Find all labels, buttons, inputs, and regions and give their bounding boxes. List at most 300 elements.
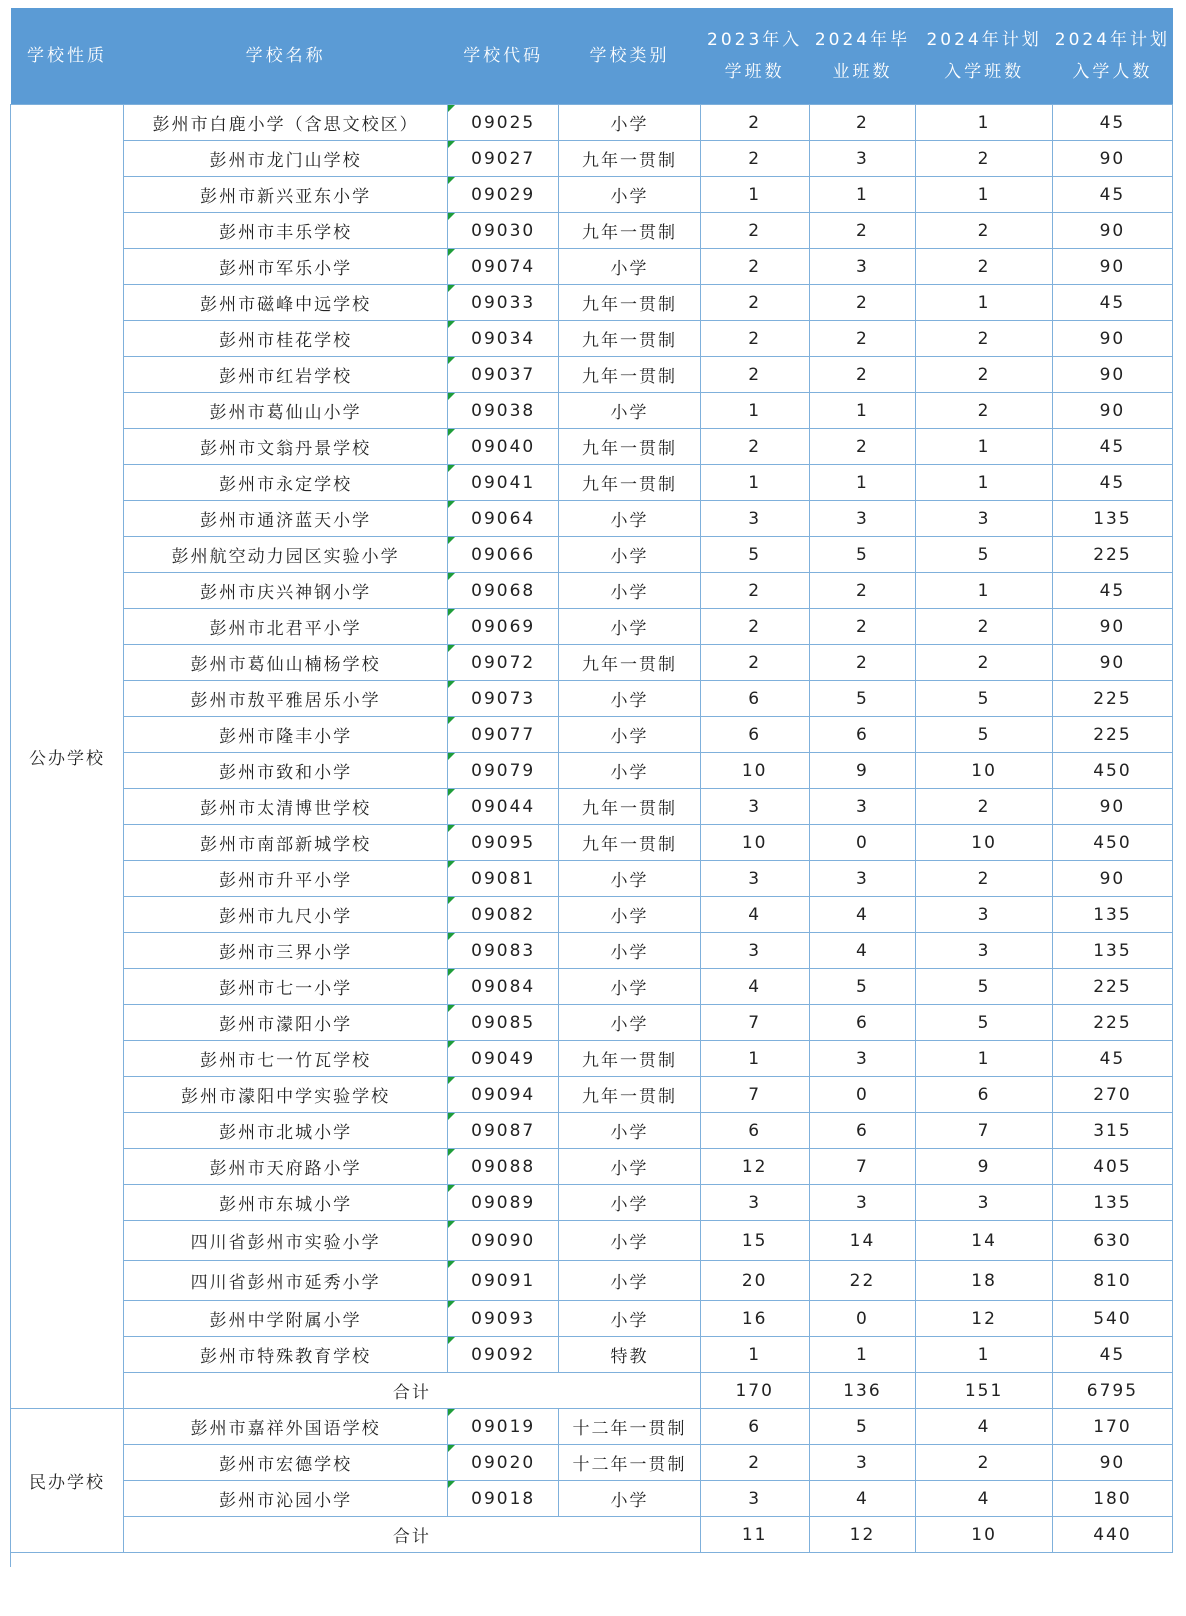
planned-classes-cell[interactable]: 2	[916, 645, 1053, 681]
school-name-cell[interactable]: 彭州市北君平小学	[123, 609, 447, 645]
school-name-cell[interactable]: 彭州市濛阳中学实验学校	[123, 1077, 447, 1113]
graduating-2024-cell[interactable]: 7	[809, 1149, 916, 1185]
school-name-cell[interactable]: 彭州市南部新城学校	[123, 825, 447, 861]
school-name-cell[interactable]: 彭州市葛仙山楠杨学校	[123, 645, 447, 681]
planned-classes-cell[interactable]: 4	[916, 1409, 1053, 1445]
classes-2023-cell[interactable]: 2	[700, 645, 809, 681]
school-name-cell[interactable]: 彭州市磁峰中远学校	[123, 285, 447, 321]
school-code-cell[interactable]: 09069	[448, 609, 559, 645]
graduating-2024-cell[interactable]: 5	[809, 1409, 916, 1445]
school-category-cell[interactable]: 小学	[559, 177, 701, 213]
total-planned-students-cell[interactable]: 440	[1052, 1517, 1172, 1553]
school-name-cell[interactable]: 彭州市升平小学	[123, 861, 447, 897]
total-graduating-2024-cell[interactable]: 136	[809, 1373, 916, 1409]
planned-classes-cell[interactable]: 10	[916, 753, 1053, 789]
school-code-cell[interactable]: 09029	[448, 177, 559, 213]
school-category-cell[interactable]: 小学	[559, 897, 701, 933]
classes-2023-cell[interactable]: 3	[700, 501, 809, 537]
school-name-cell[interactable]: 彭州市丰乐学校	[123, 213, 447, 249]
classes-2023-cell[interactable]: 6	[700, 717, 809, 753]
planned-classes-cell[interactable]: 9	[916, 1149, 1053, 1185]
classes-2023-cell[interactable]: 3	[700, 933, 809, 969]
graduating-2024-cell[interactable]: 4	[809, 1481, 916, 1517]
total-classes-2023-cell[interactable]: 11	[700, 1517, 809, 1553]
planned-students-cell[interactable]: 630	[1052, 1221, 1172, 1261]
planned-classes-cell[interactable]: 1	[916, 105, 1053, 141]
classes-2023-cell[interactable]: 1	[700, 1337, 809, 1373]
school-category-cell[interactable]: 特教	[559, 1337, 701, 1373]
school-name-cell[interactable]: 彭州市沁园小学	[123, 1481, 447, 1517]
classes-2023-cell[interactable]: 12	[700, 1149, 809, 1185]
classes-2023-cell[interactable]: 2	[700, 429, 809, 465]
school-category-cell[interactable]: 九年一贯制	[559, 213, 701, 249]
school-name-cell[interactable]: 彭州市濛阳小学	[123, 1005, 447, 1041]
planned-classes-cell[interactable]: 1	[916, 429, 1053, 465]
school-name-cell[interactable]: 彭州市新兴亚东小学	[123, 177, 447, 213]
school-code-cell[interactable]: 09072	[448, 645, 559, 681]
planned-classes-cell[interactable]: 2	[916, 861, 1053, 897]
public-school-nature-cell[interactable]: 公办学校	[11, 105, 124, 1409]
school-code-cell[interactable]: 09025	[448, 105, 559, 141]
planned-students-cell[interactable]: 45	[1052, 573, 1172, 609]
planned-students-cell[interactable]: 90	[1052, 141, 1172, 177]
table-row	[11, 969, 1173, 1005]
planned-classes-cell[interactable]: 2	[916, 1445, 1053, 1481]
school-code-cell[interactable]: 09089	[448, 1185, 559, 1221]
school-category-cell[interactable]: 小学	[559, 969, 701, 1005]
school-code-cell[interactable]: 09033	[448, 285, 559, 321]
school-category-cell[interactable]: 小学	[559, 1185, 701, 1221]
planned-classes-cell[interactable]: 7	[916, 1113, 1053, 1149]
graduating-2024-cell[interactable]: 5	[809, 969, 916, 1005]
school-category-cell[interactable]: 小学	[559, 1221, 701, 1261]
graduating-2024-cell[interactable]: 4	[809, 933, 916, 969]
classes-2023-cell[interactable]: 2	[700, 1445, 809, 1481]
school-code-cell[interactable]: 09066	[448, 537, 559, 573]
school-name-cell[interactable]: 彭州市永定学校	[123, 465, 447, 501]
school-code-cell[interactable]: 09018	[448, 1481, 559, 1517]
school-category-cell[interactable]: 小学	[559, 717, 701, 753]
school-name-cell[interactable]: 四川省彭州市实验小学	[123, 1221, 447, 1261]
school-code-cell[interactable]: 09041	[448, 465, 559, 501]
table-row	[11, 789, 1173, 825]
planned-classes-cell[interactable]: 14	[916, 1221, 1053, 1261]
graduating-2024-cell[interactable]: 0	[809, 1077, 916, 1113]
school-code-cell[interactable]: 09084	[448, 969, 559, 1005]
planned-classes-cell[interactable]: 5	[916, 717, 1053, 753]
classes-2023-cell[interactable]: 1	[700, 177, 809, 213]
planned-students-cell[interactable]: 90	[1052, 861, 1172, 897]
school-category-cell[interactable]: 小学	[559, 933, 701, 969]
graduating-2024-cell[interactable]: 3	[809, 249, 916, 285]
school-category-cell[interactable]: 小学	[559, 249, 701, 285]
graduating-2024-cell[interactable]: 1	[809, 465, 916, 501]
school-code-cell[interactable]: 09038	[448, 393, 559, 429]
planned-students-cell[interactable]: 90	[1052, 645, 1172, 681]
planned-classes-cell[interactable]: 2	[916, 393, 1053, 429]
table-row	[11, 825, 1173, 861]
planned-students-cell[interactable]: 225	[1052, 681, 1172, 717]
school-code-cell[interactable]: 09020	[448, 1445, 559, 1481]
planned-students-cell[interactable]: 405	[1052, 1149, 1172, 1185]
graduating-2024-cell[interactable]: 3	[809, 141, 916, 177]
school-name-cell[interactable]: 彭州市葛仙山小学	[123, 393, 447, 429]
school-category-cell[interactable]: 小学	[559, 393, 701, 429]
classes-2023-cell[interactable]: 2	[700, 609, 809, 645]
classes-2023-cell[interactable]: 3	[700, 861, 809, 897]
school-code-cell[interactable]: 09087	[448, 1113, 559, 1149]
classes-2023-cell[interactable]: 7	[700, 1005, 809, 1041]
school-name-cell[interactable]: 彭州中学附属小学	[123, 1301, 447, 1337]
school-code-cell[interactable]: 09079	[448, 753, 559, 789]
planned-students-cell[interactable]: 225	[1052, 717, 1172, 753]
school-name-cell[interactable]: 四川省彭州市延秀小学	[123, 1261, 447, 1301]
enrollment-table	[10, 8, 1173, 1553]
school-code-cell[interactable]: 09095	[448, 825, 559, 861]
classes-2023-cell[interactable]: 1	[700, 393, 809, 429]
planned-classes-cell[interactable]: 2	[916, 357, 1053, 393]
header-name: 学校名称	[123, 8, 447, 105]
school-category-cell[interactable]: 九年一贯制	[559, 645, 701, 681]
table-row	[11, 1221, 1173, 1261]
table-row	[11, 1185, 1173, 1221]
planned-classes-cell[interactable]: 3	[916, 897, 1053, 933]
school-name-cell[interactable]: 彭州市九尺小学	[123, 897, 447, 933]
graduating-2024-cell[interactable]: 3	[809, 501, 916, 537]
planned-classes-cell[interactable]: 3	[916, 933, 1053, 969]
classes-2023-cell[interactable]: 4	[700, 969, 809, 1005]
planned-classes-cell[interactable]: 5	[916, 537, 1053, 573]
school-code-cell[interactable]: 09068	[448, 573, 559, 609]
total-classes-2023-cell[interactable]: 170	[700, 1373, 809, 1409]
planned-classes-cell[interactable]: 1	[916, 573, 1053, 609]
planned-students-cell[interactable]: 45	[1052, 465, 1172, 501]
total-label-cell[interactable]: 合计	[123, 1517, 700, 1553]
planned-students-cell[interactable]: 90	[1052, 213, 1172, 249]
planned-classes-cell[interactable]: 2	[916, 249, 1053, 285]
school-name-cell[interactable]: 彭州市龙门山学校	[123, 141, 447, 177]
table-row	[11, 249, 1173, 285]
classes-2023-cell[interactable]: 2	[700, 285, 809, 321]
school-name-cell[interactable]: 彭州市军乐小学	[123, 249, 447, 285]
school-category-cell[interactable]: 小学	[559, 1005, 701, 1041]
graduating-2024-cell[interactable]: 2	[809, 357, 916, 393]
total-graduating-2024-cell[interactable]: 12	[809, 1517, 916, 1553]
header-category: 学校类别	[559, 8, 701, 105]
school-category-cell[interactable]: 小学	[559, 609, 701, 645]
classes-2023-cell[interactable]: 3	[700, 789, 809, 825]
planned-classes-cell[interactable]: 12	[916, 1301, 1053, 1337]
school-name-cell[interactable]: 彭州航空动力园区实验小学	[123, 537, 447, 573]
graduating-2024-cell[interactable]: 2	[809, 213, 916, 249]
school-code-cell[interactable]: 09092	[448, 1337, 559, 1373]
school-category-cell[interactable]: 十二年一贯制	[559, 1445, 701, 1481]
classes-2023-cell[interactable]: 15	[700, 1221, 809, 1261]
planned-students-cell[interactable]: 45	[1052, 285, 1172, 321]
total-planned-classes-cell[interactable]: 10	[916, 1517, 1053, 1553]
graduating-2024-cell[interactable]: 1	[809, 177, 916, 213]
graduating-2024-cell[interactable]: 3	[809, 1041, 916, 1077]
school-category-cell[interactable]: 九年一贯制	[559, 429, 701, 465]
table-row	[11, 393, 1173, 429]
planned-classes-cell[interactable]: 4	[916, 1481, 1053, 1517]
school-code-cell[interactable]: 09037	[448, 357, 559, 393]
school-category-cell[interactable]: 小学	[559, 105, 701, 141]
graduating-2024-cell[interactable]: 6	[809, 1113, 916, 1149]
table-row	[11, 645, 1173, 681]
graduating-2024-cell[interactable]: 22	[809, 1261, 916, 1301]
private-school-nature-cell[interactable]: 民办学校	[11, 1409, 124, 1553]
planned-students-cell[interactable]: 90	[1052, 321, 1172, 357]
classes-2023-cell[interactable]: 4	[700, 897, 809, 933]
graduating-2024-cell[interactable]: 2	[809, 285, 916, 321]
graduating-2024-cell[interactable]: 2	[809, 573, 916, 609]
planned-classes-cell[interactable]: 2	[916, 213, 1053, 249]
school-name-cell[interactable]: 彭州市敖平雅居乐小学	[123, 681, 447, 717]
graduating-2024-cell[interactable]: 2	[809, 105, 916, 141]
school-category-cell[interactable]: 小学	[559, 681, 701, 717]
planned-classes-cell[interactable]: 3	[916, 1185, 1053, 1221]
table-row	[11, 1337, 1173, 1373]
planned-students-cell[interactable]: 180	[1052, 1481, 1172, 1517]
school-category-cell[interactable]: 十二年一贯制	[559, 1409, 701, 1445]
planned-classes-cell[interactable]: 1	[916, 285, 1053, 321]
graduating-2024-cell[interactable]: 2	[809, 429, 916, 465]
planned-students-cell[interactable]: 810	[1052, 1261, 1172, 1301]
planned-classes-cell[interactable]: 5	[916, 681, 1053, 717]
planned-students-cell[interactable]: 90	[1052, 249, 1172, 285]
planned-students-cell[interactable]: 170	[1052, 1409, 1172, 1445]
school-category-cell[interactable]: 九年一贯制	[559, 141, 701, 177]
school-category-cell[interactable]: 九年一贯制	[559, 1041, 701, 1077]
school-name-cell[interactable]: 彭州市东城小学	[123, 1185, 447, 1221]
school-category-cell[interactable]: 小学	[559, 753, 701, 789]
school-code-cell[interactable]: 09064	[448, 501, 559, 537]
planned-students-cell[interactable]: 450	[1052, 825, 1172, 861]
school-name-cell[interactable]: 彭州市嘉祥外国语学校	[123, 1409, 447, 1445]
school-category-cell[interactable]: 九年一贯制	[559, 321, 701, 357]
planned-students-cell[interactable]: 225	[1052, 537, 1172, 573]
planned-students-cell[interactable]: 90	[1052, 357, 1172, 393]
classes-2023-cell[interactable]: 16	[700, 1301, 809, 1337]
school-code-cell[interactable]: 09088	[448, 1149, 559, 1185]
planned-students-cell[interactable]: 225	[1052, 1005, 1172, 1041]
planned-classes-cell[interactable]: 18	[916, 1261, 1053, 1301]
graduating-2024-cell[interactable]: 5	[809, 681, 916, 717]
total-label-cell[interactable]: 合计	[123, 1373, 700, 1409]
planned-students-cell[interactable]: 225	[1052, 969, 1172, 1005]
planned-classes-cell[interactable]: 5	[916, 1005, 1053, 1041]
total-planned-students-cell[interactable]: 6795	[1052, 1373, 1172, 1409]
school-code-cell[interactable]: 09073	[448, 681, 559, 717]
planned-students-cell[interactable]: 450	[1052, 753, 1172, 789]
school-category-cell[interactable]: 小学	[559, 1481, 701, 1517]
school-code-cell[interactable]: 09027	[448, 141, 559, 177]
school-code-cell[interactable]: 09049	[448, 1041, 559, 1077]
school-name-cell[interactable]: 彭州市致和小学	[123, 753, 447, 789]
header-row	[11, 8, 1173, 105]
planned-students-cell[interactable]: 135	[1052, 1185, 1172, 1221]
planned-students-cell[interactable]: 45	[1052, 1337, 1172, 1373]
classes-2023-cell[interactable]: 3	[700, 1185, 809, 1221]
graduating-2024-cell[interactable]: 14	[809, 1221, 916, 1261]
graduating-2024-cell[interactable]: 3	[809, 789, 916, 825]
classes-2023-cell[interactable]: 7	[700, 1077, 809, 1113]
school-code-cell[interactable]: 09030	[448, 213, 559, 249]
planned-students-cell[interactable]: 135	[1052, 933, 1172, 969]
school-name-cell[interactable]: 彭州市白鹿小学（含思文校区）	[123, 105, 447, 141]
classes-2023-cell[interactable]: 2	[700, 105, 809, 141]
planned-students-cell[interactable]: 45	[1052, 429, 1172, 465]
school-category-cell[interactable]: 小学	[559, 1149, 701, 1185]
planned-students-cell[interactable]: 45	[1052, 1041, 1172, 1077]
planned-classes-cell[interactable]: 6	[916, 1077, 1053, 1113]
planned-classes-cell[interactable]: 2	[916, 789, 1053, 825]
classes-2023-cell[interactable]: 5	[700, 537, 809, 573]
planned-students-cell[interactable]: 315	[1052, 1113, 1172, 1149]
planned-students-cell[interactable]: 90	[1052, 1445, 1172, 1481]
planned-students-cell[interactable]: 45	[1052, 105, 1172, 141]
planned-classes-cell[interactable]: 2	[916, 609, 1053, 645]
table-row	[11, 609, 1173, 645]
table-row	[11, 1041, 1173, 1077]
classes-2023-cell[interactable]: 2	[700, 213, 809, 249]
school-code-cell[interactable]: 09040	[448, 429, 559, 465]
graduating-2024-cell[interactable]: 3	[809, 1445, 916, 1481]
graduating-2024-cell[interactable]: 2	[809, 645, 916, 681]
school-category-cell[interactable]: 九年一贯制	[559, 789, 701, 825]
planned-classes-cell[interactable]: 2	[916, 141, 1053, 177]
planned-students-cell[interactable]: 90	[1052, 393, 1172, 429]
graduating-2024-cell[interactable]: 0	[809, 1301, 916, 1337]
graduating-2024-cell[interactable]: 1	[809, 1337, 916, 1373]
school-name-cell[interactable]: 彭州市庆兴神钢小学	[123, 573, 447, 609]
school-category-cell[interactable]: 小学	[559, 861, 701, 897]
school-category-cell[interactable]: 九年一贯制	[559, 357, 701, 393]
graduating-2024-cell[interactable]: 1	[809, 393, 916, 429]
school-name-cell[interactable]: 彭州市天府路小学	[123, 1149, 447, 1185]
school-name-cell[interactable]: 彭州市七一竹瓦学校	[123, 1041, 447, 1077]
table-row	[11, 1113, 1173, 1149]
planned-classes-cell[interactable]: 10	[916, 825, 1053, 861]
graduating-2024-cell[interactable]: 4	[809, 897, 916, 933]
planned-students-cell[interactable]: 540	[1052, 1301, 1172, 1337]
classes-2023-cell[interactable]: 6	[700, 681, 809, 717]
school-name-cell[interactable]: 彭州市文翁丹景学校	[123, 429, 447, 465]
planned-classes-cell[interactable]: 3	[916, 501, 1053, 537]
school-category-cell[interactable]: 九年一贯制	[559, 285, 701, 321]
planned-students-cell[interactable]: 135	[1052, 501, 1172, 537]
school-code-cell[interactable]: 09083	[448, 933, 559, 969]
classes-2023-cell[interactable]: 20	[700, 1261, 809, 1301]
classes-2023-cell[interactable]: 6	[700, 1409, 809, 1445]
school-code-cell[interactable]: 09090	[448, 1221, 559, 1261]
school-category-cell[interactable]: 小学	[559, 1301, 701, 1337]
school-category-cell[interactable]: 九年一贯制	[559, 1077, 701, 1113]
school-name-cell[interactable]: 彭州市太清博世学校	[123, 789, 447, 825]
classes-2023-cell[interactable]: 1	[700, 1041, 809, 1077]
header-graduating-2024: 2024年毕 业班数	[809, 8, 916, 105]
school-name-cell[interactable]: 彭州市七一小学	[123, 969, 447, 1005]
classes-2023-cell[interactable]: 1	[700, 465, 809, 501]
classes-2023-cell[interactable]: 10	[700, 753, 809, 789]
school-name-cell[interactable]: 彭州市宏德学校	[123, 1445, 447, 1481]
school-code-cell[interactable]: 09074	[448, 249, 559, 285]
planned-students-cell[interactable]: 135	[1052, 897, 1172, 933]
header-code: 学校代码	[448, 8, 559, 105]
school-name-cell[interactable]: 彭州市红岩学校	[123, 357, 447, 393]
school-name-cell[interactable]: 彭州市通济蓝天小学	[123, 501, 447, 537]
school-category-cell[interactable]: 九年一贯制	[559, 465, 701, 501]
school-name-cell[interactable]: 彭州市三界小学	[123, 933, 447, 969]
table-row	[11, 573, 1173, 609]
school-code-cell[interactable]: 09091	[448, 1261, 559, 1301]
classes-2023-cell[interactable]: 2	[700, 141, 809, 177]
school-category-cell[interactable]: 小学	[559, 501, 701, 537]
graduating-2024-cell[interactable]: 9	[809, 753, 916, 789]
planned-classes-cell[interactable]: 2	[916, 321, 1053, 357]
planned-classes-cell[interactable]: 1	[916, 1337, 1053, 1373]
classes-2023-cell[interactable]: 2	[700, 573, 809, 609]
planned-classes-cell[interactable]: 1	[916, 1041, 1053, 1077]
school-category-cell[interactable]: 九年一贯制	[559, 825, 701, 861]
total-planned-classes-cell[interactable]: 151	[916, 1373, 1053, 1409]
classes-2023-cell[interactable]: 2	[700, 249, 809, 285]
school-name-cell[interactable]: 彭州市桂花学校	[123, 321, 447, 357]
planned-students-cell[interactable]: 90	[1052, 609, 1172, 645]
graduating-2024-cell[interactable]: 3	[809, 861, 916, 897]
school-category-cell[interactable]: 小学	[559, 1261, 701, 1301]
graduating-2024-cell[interactable]: 3	[809, 1185, 916, 1221]
graduating-2024-cell[interactable]: 6	[809, 1005, 916, 1041]
school-code-cell[interactable]: 09081	[448, 861, 559, 897]
school-category-cell[interactable]: 小学	[559, 573, 701, 609]
school-code-cell[interactable]: 09034	[448, 321, 559, 357]
planned-classes-cell[interactable]: 1	[916, 177, 1053, 213]
graduating-2024-cell[interactable]: 6	[809, 717, 916, 753]
planned-classes-cell[interactable]: 5	[916, 969, 1053, 1005]
school-category-cell[interactable]: 小学	[559, 537, 701, 573]
graduating-2024-cell[interactable]: 2	[809, 609, 916, 645]
school-category-cell[interactable]: 小学	[559, 1113, 701, 1149]
private-total-row	[11, 1517, 1173, 1553]
school-code-cell[interactable]: 09082	[448, 897, 559, 933]
school-code-cell[interactable]: 09093	[448, 1301, 559, 1337]
classes-2023-cell[interactable]: 10	[700, 825, 809, 861]
school-code-cell[interactable]: 09085	[448, 1005, 559, 1041]
graduating-2024-cell[interactable]: 5	[809, 537, 916, 573]
school-name-cell[interactable]: 彭州市北城小学	[123, 1113, 447, 1149]
classes-2023-cell[interactable]: 3	[700, 1481, 809, 1517]
graduating-2024-cell[interactable]: 2	[809, 321, 916, 357]
header-planned-classes-2024: 2024年计划 入学班数	[916, 8, 1053, 105]
classes-2023-cell[interactable]: 2	[700, 321, 809, 357]
school-code-cell[interactable]: 09094	[448, 1077, 559, 1113]
planned-students-cell[interactable]: 90	[1052, 789, 1172, 825]
planned-students-cell[interactable]: 45	[1052, 177, 1172, 213]
school-name-cell[interactable]: 彭州市隆丰小学	[123, 717, 447, 753]
planned-students-cell[interactable]: 270	[1052, 1077, 1172, 1113]
school-name-cell[interactable]: 彭州市特殊教育学校	[123, 1337, 447, 1373]
classes-2023-cell[interactable]: 2	[700, 357, 809, 393]
table-row	[11, 501, 1173, 537]
planned-classes-cell[interactable]: 1	[916, 465, 1053, 501]
school-code-cell[interactable]: 09077	[448, 717, 559, 753]
graduating-2024-cell[interactable]: 0	[809, 825, 916, 861]
classes-2023-cell[interactable]: 6	[700, 1113, 809, 1149]
school-code-cell[interactable]: 09019	[448, 1409, 559, 1445]
school-code-cell[interactable]: 09044	[448, 789, 559, 825]
